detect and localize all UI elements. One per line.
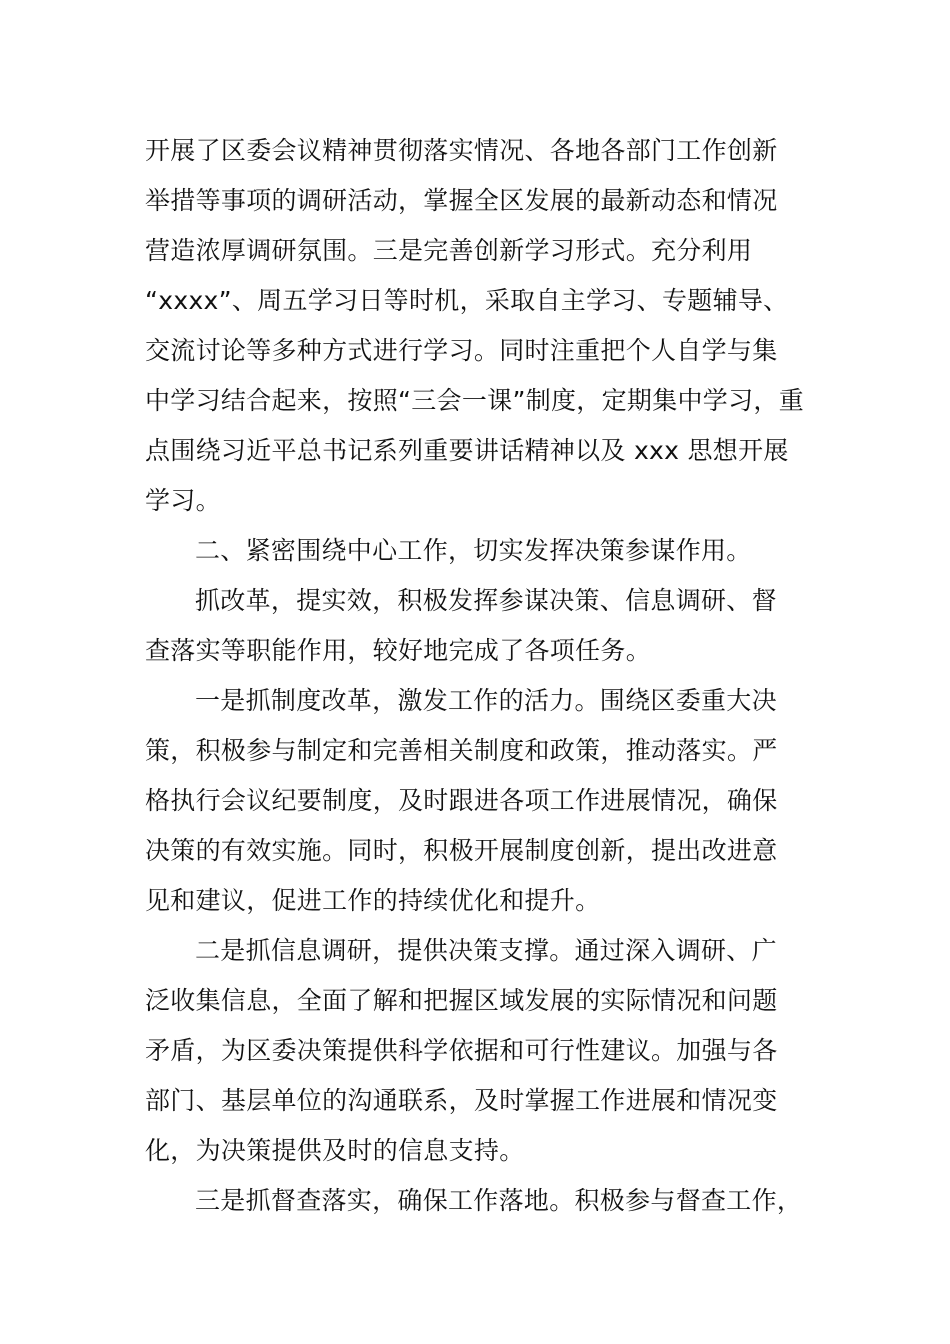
text-line: 化，为决策提供及时的信息支持。 [145,1136,525,1165]
text-line: 营造浓厚调研氛围。三是完善创新学习形式。充分利用 [145,236,753,265]
text-line: 点围绕习近平总书记系列重要讲话精神以及 xxx 思想开展 [145,436,789,465]
text-line: 中学习结合起来，按照“三会一课”制度，定期集中学习，重 [145,386,805,415]
text-line: 泛收集信息，全面了解和把握区域发展的实际情况和问题 [145,986,778,1015]
text-line: 交流讨论等多种方式进行学习。同时注重把个人自学与集 [145,336,778,365]
text-line: 二是抓信息调研，提供决策支撑。通过深入调研、广 [195,936,777,965]
text-line: 格执行会议纪要制度，及时跟进各项工作进展情况，确保 [145,786,778,815]
text-line: 举措等事项的调研活动，掌握全区发展的最新动态和情况 [145,186,778,215]
text-line: 学习。 [145,486,221,515]
section-heading: 二、紧密围绕中心工作，切实发挥决策参谋作用。 [195,536,752,565]
text-line: 见和建议，促进工作的持续优化和提升。 [145,886,601,915]
text-line: 策，积极参与制定和完善相关制度和政策，推动落实。严 [145,736,778,765]
text-line: 查落实等职能作用，较好地完成了各项任务。 [145,636,652,665]
text-line: 抓改革，提实效，积极发挥参谋决策、信息调研、督 [195,586,777,615]
text-line: 开展了区委会议精神贯彻落实情况、各地各部门工作创新 [145,136,778,165]
text-line: “xxxx”、周五学习日等时机，采取自主学习、专题辅导、 [145,286,789,315]
text-line: 部门、基层单位的沟通联系，及时掌握工作进展和情况变 [145,1086,778,1115]
text-line: 三是抓督查落实，确保工作落地。积极参与督查工作， [195,1186,803,1215]
text-line: 决策的有效实施。同时，积极开展制度创新，提出改进意 [145,836,778,865]
text-line: 矛盾，为区委决策提供科学依据和可行性建议。加强与各 [145,1036,778,1065]
text-line: 一是抓制度改革，激发工作的活力。围绕区委重大决 [195,686,777,715]
